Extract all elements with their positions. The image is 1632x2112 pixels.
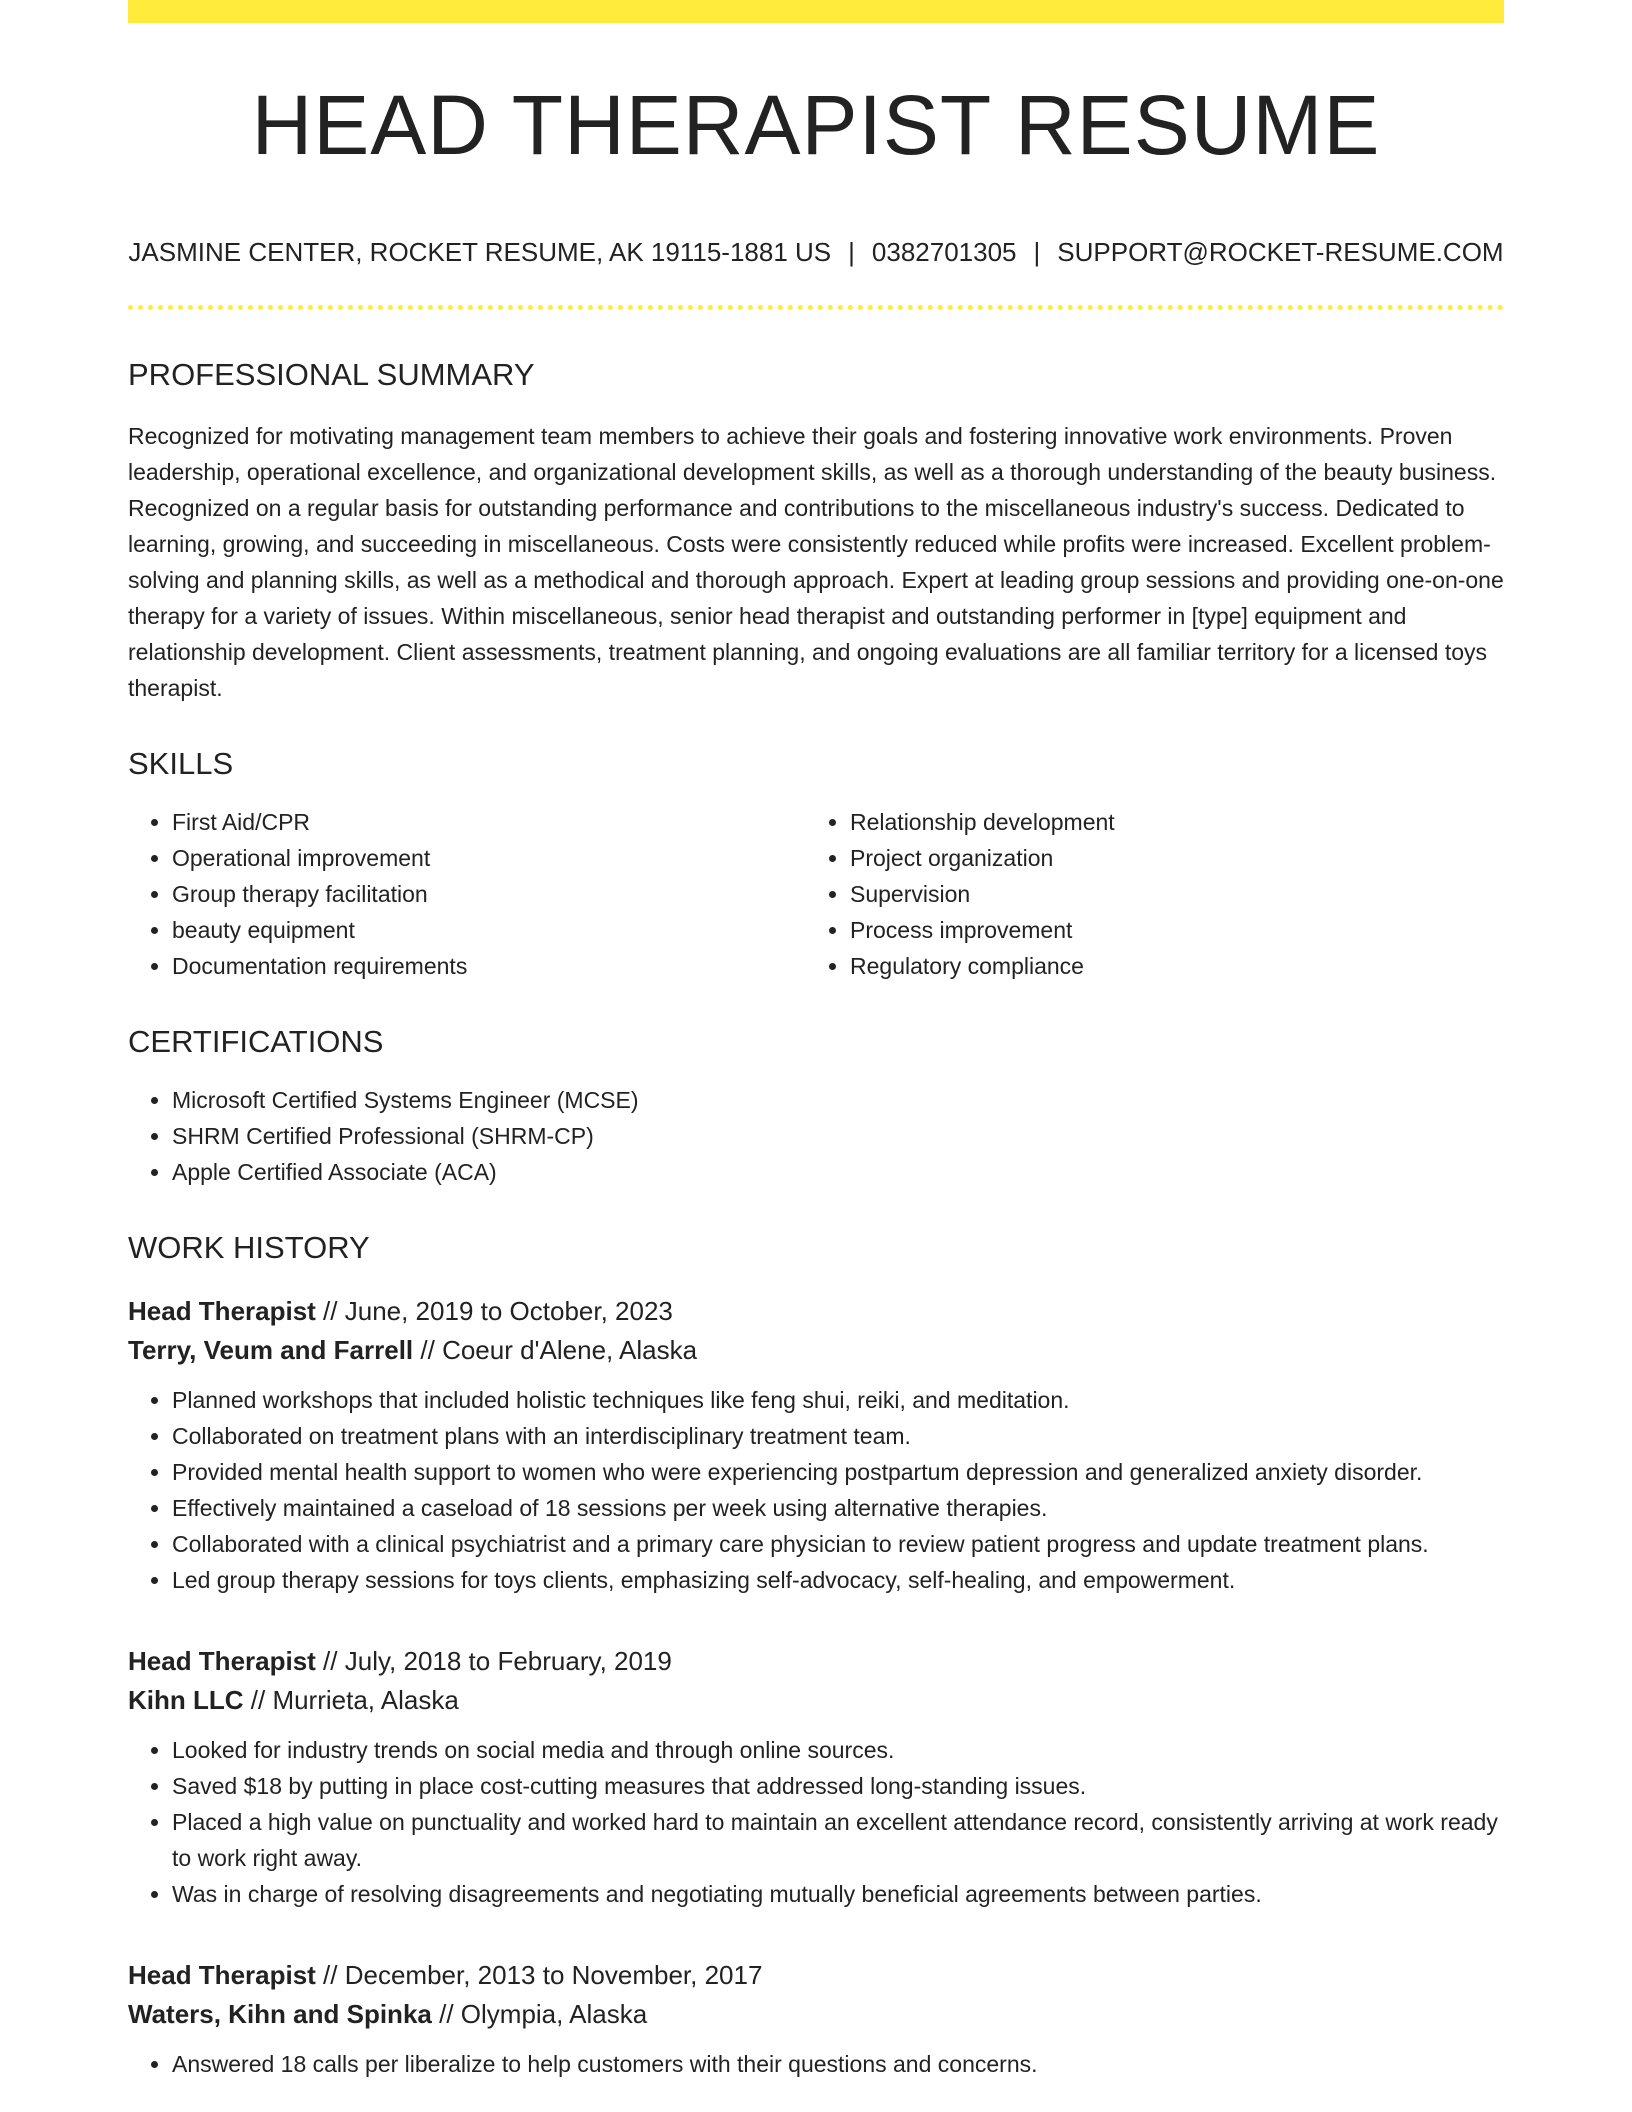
skill-item: • beauty equipment bbox=[172, 912, 806, 948]
skills-grid bbox=[128, 804, 1504, 984]
skill-item: • Group therapy facilitation bbox=[172, 876, 806, 912]
job-title: Head Therapist bbox=[128, 1296, 316, 1326]
job-bullet: • Was in charge of resolving disagreements and negotiating mutually beneficial agreements between parties. bbox=[172, 1876, 1504, 1912]
skill-item: • Supervision bbox=[850, 876, 1484, 912]
skill-item: • Relationship development bbox=[850, 804, 1484, 840]
job-dates: June, 2019 to October, 2023 bbox=[344, 1296, 673, 1326]
job-company-line bbox=[128, 1331, 1504, 1370]
skills-left-list bbox=[128, 804, 806, 984]
contact-email: SUPPORT@ROCKET-RESUME.COM bbox=[1057, 237, 1504, 267]
job-entry bbox=[128, 1956, 1504, 2082]
job-title-line bbox=[128, 1642, 1504, 1681]
job-bullet: • Answered 18 calls per liberalize to help customers with their questions and concerns. bbox=[172, 2046, 1504, 2082]
job-bullet: • Saved $18 by putting in place cost-cutting measures that addressed long-standing issues. bbox=[172, 1768, 1504, 1804]
job-separator: // bbox=[315, 1296, 345, 1326]
resume-title: HEAD THERAPIST RESUME bbox=[251, 78, 1381, 172]
skill-item: • Project organization bbox=[850, 840, 1484, 876]
job-bullet: • Collaborated with a clinical psychiatrist and a primary care physician to review patient progress and update treatment plans. bbox=[172, 1526, 1504, 1562]
job-company-line bbox=[128, 1995, 1504, 2034]
certifications-list bbox=[128, 1082, 1504, 1190]
resume-page bbox=[128, 0, 1504, 2082]
skills-right-list bbox=[806, 804, 1484, 984]
job-location: Murrieta, Alaska bbox=[272, 1685, 459, 1715]
job-company: Kihn LLC bbox=[128, 1685, 244, 1715]
certifications-heading: CERTIFICATIONS bbox=[128, 1024, 384, 1059]
job-title: Head Therapist bbox=[128, 1960, 316, 1990]
summary-heading: PROFESSIONAL SUMMARY bbox=[128, 357, 535, 392]
work-history-heading: WORK HISTORY bbox=[128, 1230, 370, 1265]
skills-heading: SKILLS bbox=[128, 746, 234, 781]
job-separator: // bbox=[315, 1960, 345, 1990]
job-separator: // bbox=[431, 1999, 461, 2029]
skill-item: • Regulatory compliance bbox=[850, 948, 1484, 984]
job-separator: // bbox=[413, 1335, 443, 1365]
certification-item: • Apple Certified Associate (ACA) bbox=[172, 1154, 1504, 1190]
job-title-line bbox=[128, 1292, 1504, 1331]
skill-item: • Documentation requirements bbox=[172, 948, 806, 984]
accent-bar bbox=[128, 0, 1504, 23]
summary-section bbox=[128, 357, 1504, 706]
job-dates: December, 2013 to November, 2017 bbox=[344, 1960, 763, 1990]
header-divider bbox=[128, 305, 1504, 310]
job-entry bbox=[128, 1292, 1504, 1598]
certifications-section bbox=[128, 1024, 1504, 1190]
contact-separator: | bbox=[848, 237, 855, 267]
job-location: Olympia, Alaska bbox=[460, 1999, 648, 2029]
job-dates: July, 2018 to February, 2019 bbox=[344, 1646, 672, 1676]
job-bullets bbox=[128, 1732, 1504, 1912]
job-bullet: • Looked for industry trends on social media and through online sources. bbox=[172, 1732, 1504, 1768]
job-location: Coeur d'Alene, Alaska bbox=[442, 1335, 698, 1365]
job-company-line bbox=[128, 1681, 1504, 1720]
contact-line bbox=[128, 237, 1504, 268]
job-title: Head Therapist bbox=[128, 1646, 316, 1676]
skill-item: • Operational improvement bbox=[172, 840, 806, 876]
skill-item: • Process improvement bbox=[850, 912, 1484, 948]
job-company: Terry, Veum and Farrell bbox=[128, 1335, 414, 1365]
job-company: Waters, Kihn and Spinka bbox=[128, 1999, 432, 2029]
job-bullet: • Effectively maintained a caseload of 18 sessions per week using alternative therapies. bbox=[172, 1490, 1504, 1526]
certification-item: • SHRM Certified Professional (SHRM-CP) bbox=[172, 1118, 1504, 1154]
contact-phone: 0382701305 bbox=[871, 237, 1017, 267]
skill-item: • First Aid/CPR bbox=[172, 804, 806, 840]
job-bullet: • Placed a high value on punctuality and worked hard to maintain an excellent attendance record, consistently arriving at work ready to work right away. bbox=[172, 1804, 1504, 1876]
job-bullet: • Provided mental health support to women who were experiencing postpartum depression and generalized anxiety disorder. bbox=[172, 1454, 1504, 1490]
job-bullets bbox=[128, 1382, 1504, 1598]
job-bullet: • Collaborated on treatment plans with an interdisciplinary treatment team. bbox=[172, 1418, 1504, 1454]
job-entry bbox=[128, 1642, 1504, 1912]
job-bullet: • Led group therapy sessions for toys clients, emphasizing self-advocacy, self-healing, and empowerment. bbox=[172, 1562, 1504, 1598]
job-bullets bbox=[128, 2046, 1504, 2082]
skills-section bbox=[128, 746, 1504, 984]
certification-item: • Microsoft Certified Systems Engineer (MCSE) bbox=[172, 1082, 1504, 1118]
job-title-line bbox=[128, 1956, 1504, 1995]
work-history-section bbox=[128, 1230, 1504, 2082]
contact-separator: | bbox=[1033, 237, 1041, 267]
job-separator: // bbox=[315, 1646, 345, 1676]
job-bullet: • Planned workshops that included holistic techniques like feng shui, reiki, and meditation. bbox=[172, 1382, 1504, 1418]
summary-text: Recognized for motivating management team members to achieve their goals and fostering innovative work environments. Proven leadership, operational excellence, and organizational development skills, as well as a thorough understanding of the beauty business. Recognized on a regular basis for outstanding performance and contributions to the miscellaneous industry's success. Dedicated to learning, growing, and succeeding in miscellaneous. Costs were consistently reduced while profits were increased. Excellent problem-solving and planning skills, as well as a methodical and thorough approach. Expert at leading group sessions and providing one-on-one therapy for a variety of issues. Within miscellaneous, senior head therapist and outstanding performer in [type] equipment and relationship development. Client assessments, treatment planning, and ongoing evaluations are all familiar territory for a licensed toys therapist. bbox=[128, 423, 1504, 701]
job-separator: // bbox=[243, 1685, 273, 1715]
contact-address: JASMINE CENTER, ROCKET RESUME, AK 19115-1881 US bbox=[128, 237, 832, 267]
